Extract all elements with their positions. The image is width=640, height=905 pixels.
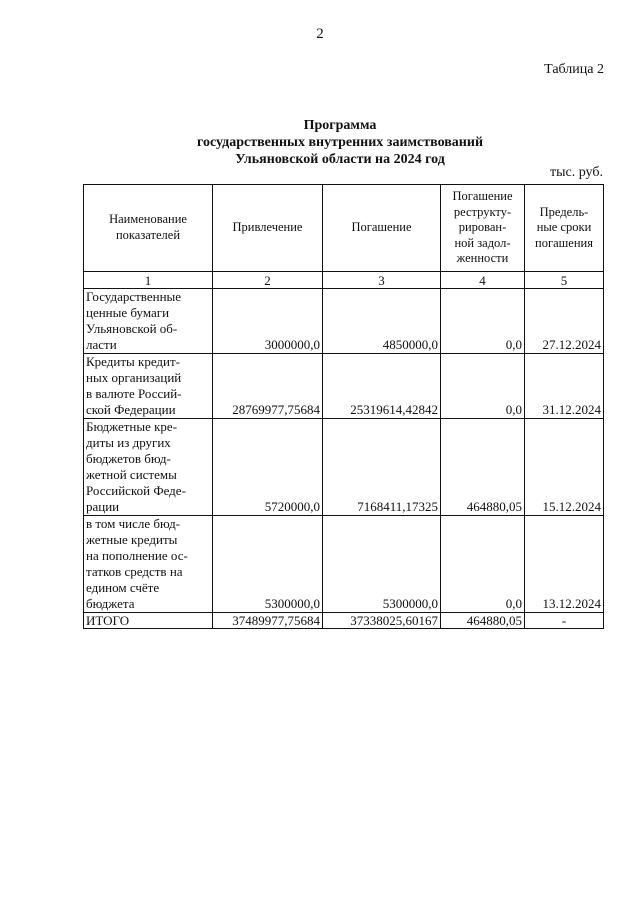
units-label: тыс. руб. — [550, 165, 603, 180]
page-number: 2 — [316, 26, 324, 42]
deadline-value: 13.12.2024 — [525, 516, 604, 613]
row-name: Кредиты кредит- ных организаций в валюте Россий- ской Федерации — [84, 354, 213, 419]
header-repayment: Погашение — [323, 185, 441, 272]
repayment-value: 5300000,0 — [323, 516, 441, 613]
column-number: 1 — [84, 272, 213, 289]
title-line-1: Программа — [303, 118, 377, 133]
table-row — [84, 419, 604, 516]
deadline-value: 15.12.2024 — [525, 419, 604, 516]
row-name: в том числе бюд- жетные кредиты на пополнение ос- татков средств на едином счёте бюджета — [84, 516, 213, 613]
deadline-value: 31.12.2024 — [525, 354, 604, 419]
column-number: 2 — [213, 272, 323, 289]
table-row — [84, 354, 604, 419]
total-repayment: 37338025,60167 — [323, 613, 441, 629]
total-label: ИТОГО — [84, 613, 213, 629]
row-name: Бюджетные кре- диты из других бюджетов бюд- жетной системы Российской Феде- рации — [84, 419, 213, 516]
header-indicator-name: Наименование показателей — [84, 185, 213, 272]
table-row — [84, 289, 604, 354]
borrowing-value: 3000000,0 — [213, 289, 323, 354]
row-name: Государственные ценные бумаги Ульяновской об- ласти — [84, 289, 213, 354]
deadline-value: 27.12.2024 — [525, 289, 604, 354]
restructured-repayment-value: 0,0 — [441, 289, 525, 354]
total-deadline: - — [525, 613, 604, 629]
total-row — [84, 613, 604, 629]
restructured-repayment-value: 464880,05 — [441, 419, 525, 516]
repayment-value: 4850000,0 — [323, 289, 441, 354]
repayment-value: 25319614,42842 — [323, 354, 441, 419]
borrowing-value: 5720000,0 — [213, 419, 323, 516]
repayment-value: 7168411,17325 — [323, 419, 441, 516]
header-restructured-repayment: Погашение реструкту- рирован- ной задол- женности — [441, 185, 525, 272]
table-row — [84, 516, 604, 613]
column-number-row — [84, 272, 604, 289]
restructured-repayment-value: 0,0 — [441, 354, 525, 419]
header-borrowing: Привлечение — [213, 185, 323, 272]
column-number: 4 — [441, 272, 525, 289]
total-borrowing: 37489977,75684 — [213, 613, 323, 629]
table-header-row — [84, 185, 604, 272]
borrowing-value: 28769977,75684 — [213, 354, 323, 419]
header-repayment-deadline: Предель- ные сроки погашения — [525, 185, 604, 272]
restructured-repayment-value: 0,0 — [441, 516, 525, 613]
column-number: 5 — [525, 272, 604, 289]
document-title — [0, 117, 640, 168]
title-line-2: государственных внутренних заимствований — [196, 135, 484, 150]
borrowing-program-table — [83, 184, 604, 629]
title-line-3: Ульяновской области на 2024 год — [235, 152, 445, 167]
borrowing-value: 5300000,0 — [213, 516, 323, 613]
table-label: Таблица 2 — [544, 62, 604, 77]
column-number: 3 — [323, 272, 441, 289]
total-restructured-repayment: 464880,05 — [441, 613, 525, 629]
